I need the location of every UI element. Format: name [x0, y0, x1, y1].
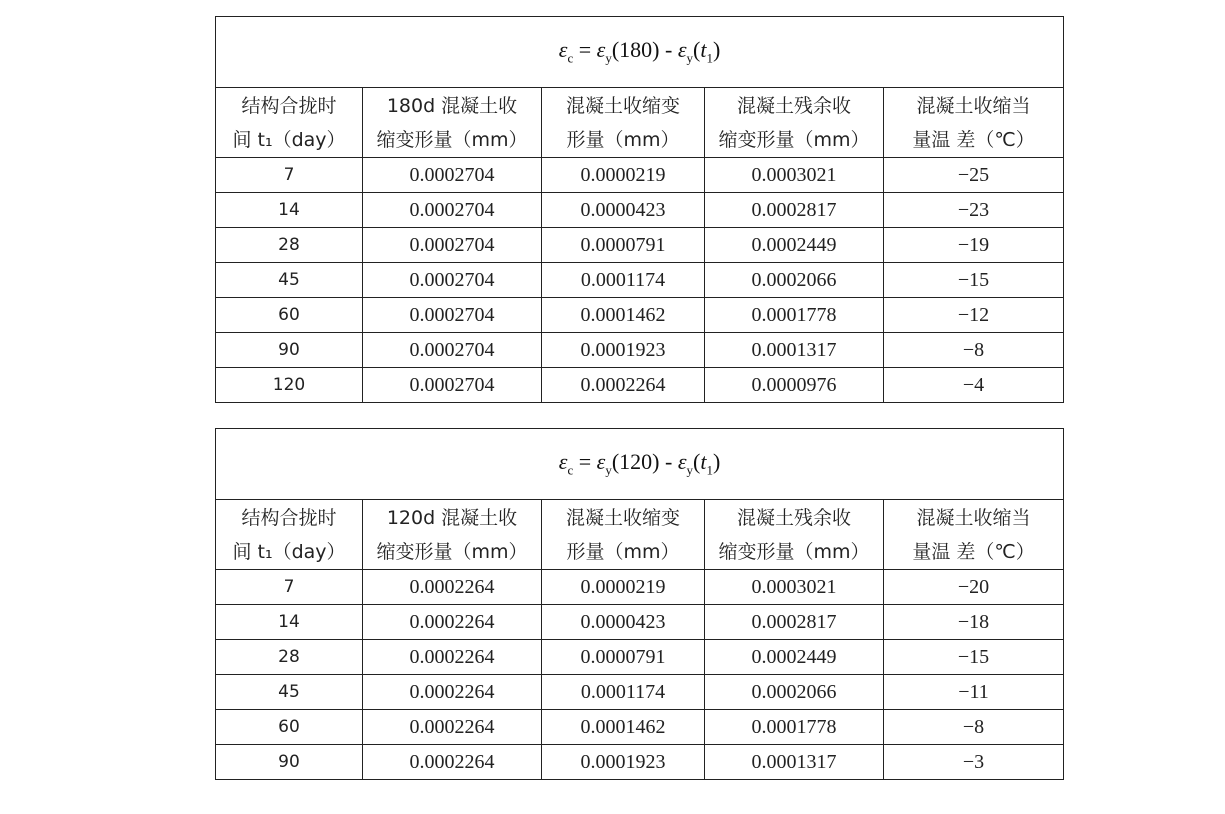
formula-cell	[216, 429, 1064, 500]
formula-part: y	[605, 50, 612, 66]
table-cell: 45	[216, 675, 363, 710]
table-cell: 0.0000423	[542, 193, 705, 228]
table-cell: −8	[884, 710, 1064, 745]
table-cell: 0.0002817	[705, 605, 884, 640]
table-cell: 0.0001778	[705, 710, 884, 745]
table-cell: −11	[884, 675, 1064, 710]
table-cell: −25	[884, 158, 1064, 193]
column-header	[216, 88, 363, 158]
column-header	[705, 500, 884, 570]
table-cell: 14	[216, 193, 363, 228]
table-cell: 90	[216, 333, 363, 368]
table-row	[216, 640, 1064, 675]
formula-part: )	[712, 449, 721, 475]
table-row	[216, 368, 1064, 403]
column-header-line: 结构合拢时	[241, 94, 337, 117]
formula-part: =	[573, 449, 597, 475]
table-cell: 0.0002704	[363, 298, 542, 333]
table-row	[216, 263, 1064, 298]
column-header	[542, 500, 705, 570]
table-row	[216, 710, 1064, 745]
table-cell: −3	[884, 745, 1064, 780]
table-cell: 0.0000219	[542, 570, 705, 605]
table-cell: 0.0002704	[363, 263, 542, 298]
table-cell: 28	[216, 228, 363, 263]
table-row	[216, 298, 1064, 333]
table-cell: 0.0002704	[363, 228, 542, 263]
header-row	[216, 500, 1064, 570]
column-header-line: 缩变形量（mm）	[376, 540, 528, 563]
table-cell: 0.0002264	[363, 605, 542, 640]
shrinkage-table-180d	[215, 16, 1064, 403]
column-header-line: 形量（mm）	[566, 128, 680, 151]
table-cell: 0.0002066	[705, 263, 884, 298]
column-header	[216, 500, 363, 570]
formula-part: 1	[706, 462, 713, 478]
column-header-line: 混凝土残余收	[736, 506, 851, 529]
column-header	[884, 500, 1064, 570]
table-cell: 0.0002817	[705, 193, 884, 228]
table-cell: 0.0002449	[705, 640, 884, 675]
table-cell: 90	[216, 745, 363, 780]
table-cell: −8	[884, 333, 1064, 368]
table-cell: 0.0002264	[363, 745, 542, 780]
table-cell: 120	[216, 368, 363, 403]
table-cell: 0.0003021	[705, 158, 884, 193]
column-header-line: 180d 混凝土收	[386, 94, 518, 117]
column-header	[884, 88, 1064, 158]
table-cell: 0.0002704	[363, 158, 542, 193]
formula-part: ε	[558, 37, 568, 63]
table-cell: 0.0002264	[542, 368, 705, 403]
table-row	[216, 158, 1064, 193]
column-header-line: 缩变形量（mm）	[376, 128, 528, 151]
formula-part: (120)	[611, 449, 660, 475]
table-row	[216, 193, 1064, 228]
shrinkage-table-120d	[215, 428, 1064, 780]
column-header-line: 混凝土收缩变	[565, 94, 680, 117]
table-cell: 0.0001923	[542, 745, 705, 780]
formula-part: ε	[596, 449, 606, 475]
table-cell: 0.0002704	[363, 193, 542, 228]
table-cell: 0.0002066	[705, 675, 884, 710]
table-cell: 0.0002704	[363, 368, 542, 403]
table-row	[216, 605, 1064, 640]
table-row	[216, 228, 1064, 263]
table-cell: 0.0001462	[542, 298, 705, 333]
formula-part: ε	[558, 449, 568, 475]
table-cell: −15	[884, 640, 1064, 675]
table-cell: −12	[884, 298, 1064, 333]
formula-part: c	[567, 462, 574, 478]
column-header	[363, 88, 542, 158]
formula-part: y	[605, 462, 612, 478]
formula-part: (	[692, 449, 701, 475]
column-header-line: 形量（mm）	[566, 540, 680, 563]
column-header-line: 混凝土残余收	[736, 94, 851, 117]
formula-part: -	[659, 37, 678, 63]
table-cell: 60	[216, 710, 363, 745]
table-cell: −23	[884, 193, 1064, 228]
formula-part: t	[700, 37, 707, 63]
table-cell: 14	[216, 605, 363, 640]
table-cell: 0.0002264	[363, 570, 542, 605]
table-cell: 0.0000976	[705, 368, 884, 403]
formula-part: (180)	[611, 37, 660, 63]
column-header-line: 间 t₁（day）	[232, 128, 346, 151]
table-cell: 0.0002449	[705, 228, 884, 263]
table-row	[216, 570, 1064, 605]
column-header-line: 120d 混凝土收	[386, 506, 518, 529]
table-cell: −4	[884, 368, 1064, 403]
formula-part: -	[659, 449, 678, 475]
table-cell: 7	[216, 570, 363, 605]
table-row	[216, 745, 1064, 780]
table-cell: 0.0001317	[705, 333, 884, 368]
formula-part: ε	[677, 37, 687, 63]
table-row	[216, 675, 1064, 710]
table-cell: −19	[884, 228, 1064, 263]
table-cell: 0.0001923	[542, 333, 705, 368]
table-row	[216, 333, 1064, 368]
table-cell: 0.0001462	[542, 710, 705, 745]
formula-part: 1	[706, 50, 713, 66]
column-header-line: 量温 差（℃）	[912, 128, 1035, 151]
table-cell: 7	[216, 158, 363, 193]
column-header-line: 混凝土收缩变	[565, 506, 680, 529]
table-cell: 0.0000219	[542, 158, 705, 193]
table-cell: 0.0001317	[705, 745, 884, 780]
column-header-line: 混凝土收缩当	[916, 506, 1031, 529]
formula-part: y	[686, 50, 693, 66]
table-cell: 0.0000423	[542, 605, 705, 640]
formula-part: y	[686, 462, 693, 478]
table-cell: −18	[884, 605, 1064, 640]
table-cell: 0.0002264	[363, 640, 542, 675]
table-cell: 0.0001778	[705, 298, 884, 333]
table-cell: 0.0000791	[542, 228, 705, 263]
table-cell: 0.0001174	[542, 675, 705, 710]
column-header-line: 缩变形量（mm）	[718, 128, 870, 151]
formula-cell	[216, 17, 1064, 88]
formula-part: ε	[596, 37, 606, 63]
column-header	[542, 88, 705, 158]
table-cell: 28	[216, 640, 363, 675]
table-cell: −20	[884, 570, 1064, 605]
table-cell: 60	[216, 298, 363, 333]
formula-part: c	[567, 50, 574, 66]
table-cell: 0.0000791	[542, 640, 705, 675]
column-header-line: 间 t₁（day）	[232, 540, 346, 563]
formula-part: =	[573, 37, 597, 63]
column-header-line: 结构合拢时	[241, 506, 337, 529]
table-cell: 45	[216, 263, 363, 298]
formula-part: )	[712, 37, 721, 63]
column-header	[363, 500, 542, 570]
column-header-line: 量温 差（℃）	[912, 540, 1035, 563]
table-cell: 0.0003021	[705, 570, 884, 605]
header-row	[216, 88, 1064, 158]
column-header-line: 混凝土收缩当	[916, 94, 1031, 117]
table-cell: 0.0002264	[363, 710, 542, 745]
table-cell: 0.0002264	[363, 675, 542, 710]
table-cell: 0.0002704	[363, 333, 542, 368]
table-cell: −15	[884, 263, 1064, 298]
table-cell: 0.0001174	[542, 263, 705, 298]
formula-part: t	[700, 449, 707, 475]
formula-part: ε	[677, 449, 687, 475]
column-header	[705, 88, 884, 158]
formula-part: (	[692, 37, 701, 63]
column-header-line: 缩变形量（mm）	[718, 540, 870, 563]
